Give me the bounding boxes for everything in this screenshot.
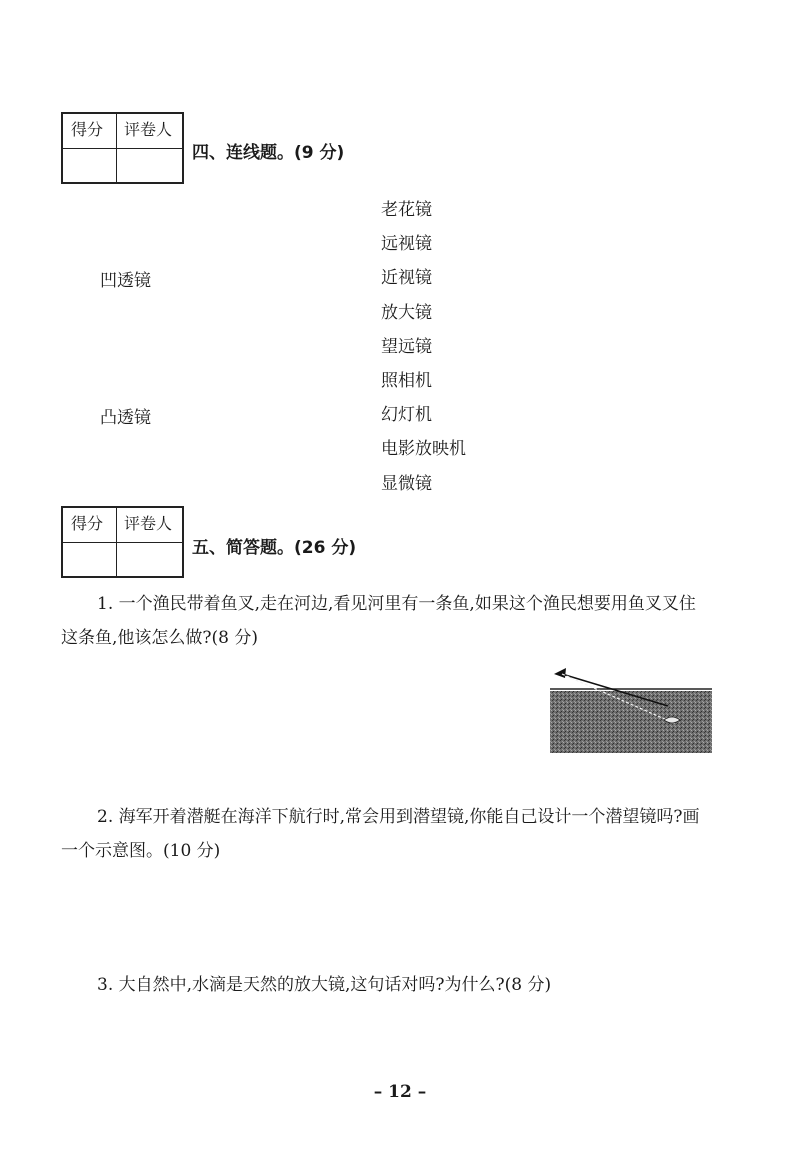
- fisherman-spear-illustration: [548, 664, 714, 756]
- section4-title: 四、连线题。(9 分): [192, 143, 345, 163]
- page-number: – 12 –: [373, 1082, 427, 1102]
- grader-label: 评卷人: [124, 514, 173, 533]
- score-box-section4: [61, 112, 184, 184]
- match-right-item: 放大镜: [381, 302, 432, 323]
- match-left-convex-lens: 凸透镜: [100, 408, 151, 428]
- question-3: [61, 968, 711, 1002]
- match-right-item: 近视镜: [381, 268, 432, 289]
- section5-title: 五、简答题。(26 分): [192, 538, 357, 558]
- score-box-divider: [63, 148, 182, 149]
- match-right-list: [381, 198, 466, 506]
- match-right-item: 照相机: [381, 370, 432, 391]
- question-2-text: 2. 海军开着潜艇在海洋下航行时,常会用到潜望镜,你能自己设计一个潜望镜吗?画一个示意图。(10 分): [61, 807, 700, 861]
- score-box-section5: [61, 506, 184, 578]
- match-right-item: 望远镜: [381, 336, 432, 357]
- match-right-item: 老花镜: [381, 200, 432, 220]
- match-right-item: 远视镜: [381, 234, 432, 255]
- question-2: [61, 800, 711, 868]
- question-3-text: 3. 大自然中,水滴是天然的放大镜,这句话对吗?为什么?(8 分): [97, 975, 552, 995]
- match-right-item: 电影放映机: [381, 439, 466, 460]
- question-1: [61, 587, 711, 655]
- match-right-item: 显微镜: [381, 473, 432, 494]
- match-right-item: 幻灯机: [381, 405, 432, 426]
- grader-label: 评卷人: [124, 120, 173, 139]
- question-1-text: 1. 一个渔民带着鱼叉,走在河边,看见河里有一条鱼,如果这个渔民想要用鱼叉叉住这条鱼,他该怎么做?(8 分): [61, 594, 696, 648]
- score-label: 得分: [71, 514, 104, 533]
- match-left-concave-lens: 凹透镜: [100, 271, 151, 291]
- score-label: 得分: [71, 120, 104, 139]
- score-box-divider: [63, 542, 182, 543]
